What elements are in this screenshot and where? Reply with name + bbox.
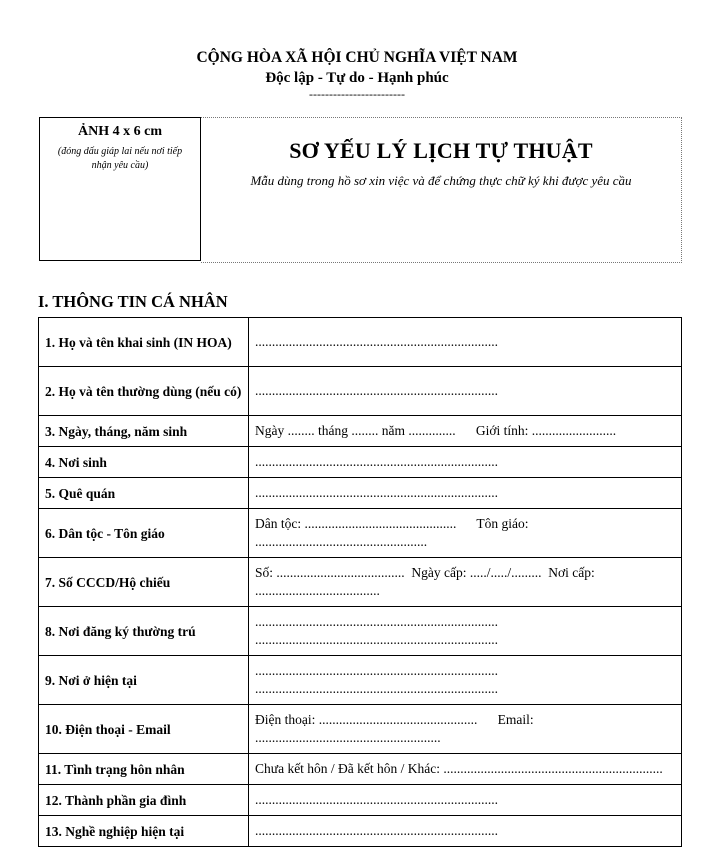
- document-title-box: [201, 117, 682, 263]
- row-value-field[interactable]: [249, 785, 682, 816]
- row-label: 9. Nơi ở hiện tại: [39, 656, 249, 705]
- row-label: 4. Nơi sinh: [39, 447, 249, 478]
- value-line: ........................................................................: [255, 823, 498, 838]
- personal-info-table: [38, 317, 682, 847]
- table-row: [39, 416, 682, 447]
- national-header: [0, 47, 714, 100]
- value-line: ........................................................................: [255, 632, 498, 647]
- row-label: 7. Số CCCD/Hộ chiếu: [39, 558, 249, 607]
- row-label: 12. Thành phần gia đình: [39, 785, 249, 816]
- value-line: ........................................................................: [255, 334, 498, 349]
- table-row: [39, 754, 682, 785]
- row-value-field[interactable]: [249, 705, 682, 754]
- value-line: ........................................................................: [255, 454, 498, 469]
- row-value-field[interactable]: [249, 447, 682, 478]
- table-row: [39, 447, 682, 478]
- value-line: ........................................................................: [255, 663, 498, 678]
- row-value-field[interactable]: [249, 754, 682, 785]
- row-value-field[interactable]: [249, 816, 682, 847]
- value-line: ........................................................................: [255, 383, 498, 398]
- row-label: 10. Điện thoại - Email: [39, 705, 249, 754]
- row-value-field[interactable]: [249, 478, 682, 509]
- value-line: Dân tộc: ............................................. Tôn giáo:: [255, 516, 529, 531]
- table-row: [39, 478, 682, 509]
- table-row: [39, 318, 682, 367]
- photo-placeholder: [39, 117, 201, 261]
- row-label: 6. Dân tộc - Tôn giáo: [39, 509, 249, 558]
- value-line: ...................................................: [255, 534, 428, 549]
- section-title-personal-info: I. THÔNG TIN CÁ NHÂN: [38, 292, 228, 311]
- photo-note: (đóng dấu giáp lai nếu nơi tiếp nhận yêu cầu): [57, 146, 183, 171]
- row-value-field[interactable]: [249, 656, 682, 705]
- table-row: [39, 607, 682, 656]
- value-line: Ngày ........ tháng ........ năm .............. Giới tính: .........................: [255, 423, 617, 438]
- value-line: ........................................................................: [255, 792, 498, 807]
- header-divider: ------------------------: [309, 87, 405, 101]
- photo-title: ẢNH 4 x 6 cm: [78, 124, 162, 139]
- row-value-field[interactable]: [249, 509, 682, 558]
- value-line: Số: ...................................... Ngày cấp: ...../...../......... Nơi cấp:: [255, 565, 595, 580]
- row-value-field[interactable]: [249, 318, 682, 367]
- value-line: Chưa kết hôn / Đã kết hôn / Khác: .................................................................: [255, 761, 663, 776]
- row-label: 2. Họ và tên thường dùng (nếu có): [39, 367, 249, 416]
- row-label: 13. Nghề nghiệp hiện tại: [39, 816, 249, 847]
- table-row: [39, 509, 682, 558]
- value-line: ........................................................................: [255, 681, 498, 696]
- value-line: .......................................................: [255, 730, 441, 745]
- row-value-field[interactable]: [249, 607, 682, 656]
- row-value-field[interactable]: [249, 416, 682, 447]
- row-label: 1. Họ và tên khai sinh (IN HOA): [39, 318, 249, 367]
- row-label: 8. Nơi đăng ký thường trú: [39, 607, 249, 656]
- national-motto: Độc lập - Tự do - Hạnh phúc: [265, 70, 449, 86]
- table-row: [39, 367, 682, 416]
- value-line: .....................................: [255, 583, 380, 598]
- row-value-field[interactable]: [249, 558, 682, 607]
- row-label: 11. Tình trạng hôn nhân: [39, 754, 249, 785]
- value-line: Điện thoại: ............................................... Email:: [255, 712, 534, 727]
- document-title: SƠ YẾU LÝ LỊCH TỰ THUẬT: [289, 138, 593, 163]
- document-subtitle: Mẫu dùng trong hồ sơ xin việc và để chứng thực chữ ký khi được yêu cầu: [250, 173, 632, 188]
- table-row: [39, 558, 682, 607]
- table-row: [39, 705, 682, 754]
- row-value-field[interactable]: [249, 367, 682, 416]
- value-line: ........................................................................: [255, 614, 498, 629]
- value-line: ........................................................................: [255, 485, 498, 500]
- table-row: [39, 656, 682, 705]
- table-row: [39, 785, 682, 816]
- row-label: 3. Ngày, tháng, năm sinh: [39, 416, 249, 447]
- national-title: CỘNG HÒA XÃ HỘI CHỦ NGHĨA VIỆT NAM: [196, 49, 518, 66]
- row-label: 5. Quê quán: [39, 478, 249, 509]
- table-row: [39, 816, 682, 847]
